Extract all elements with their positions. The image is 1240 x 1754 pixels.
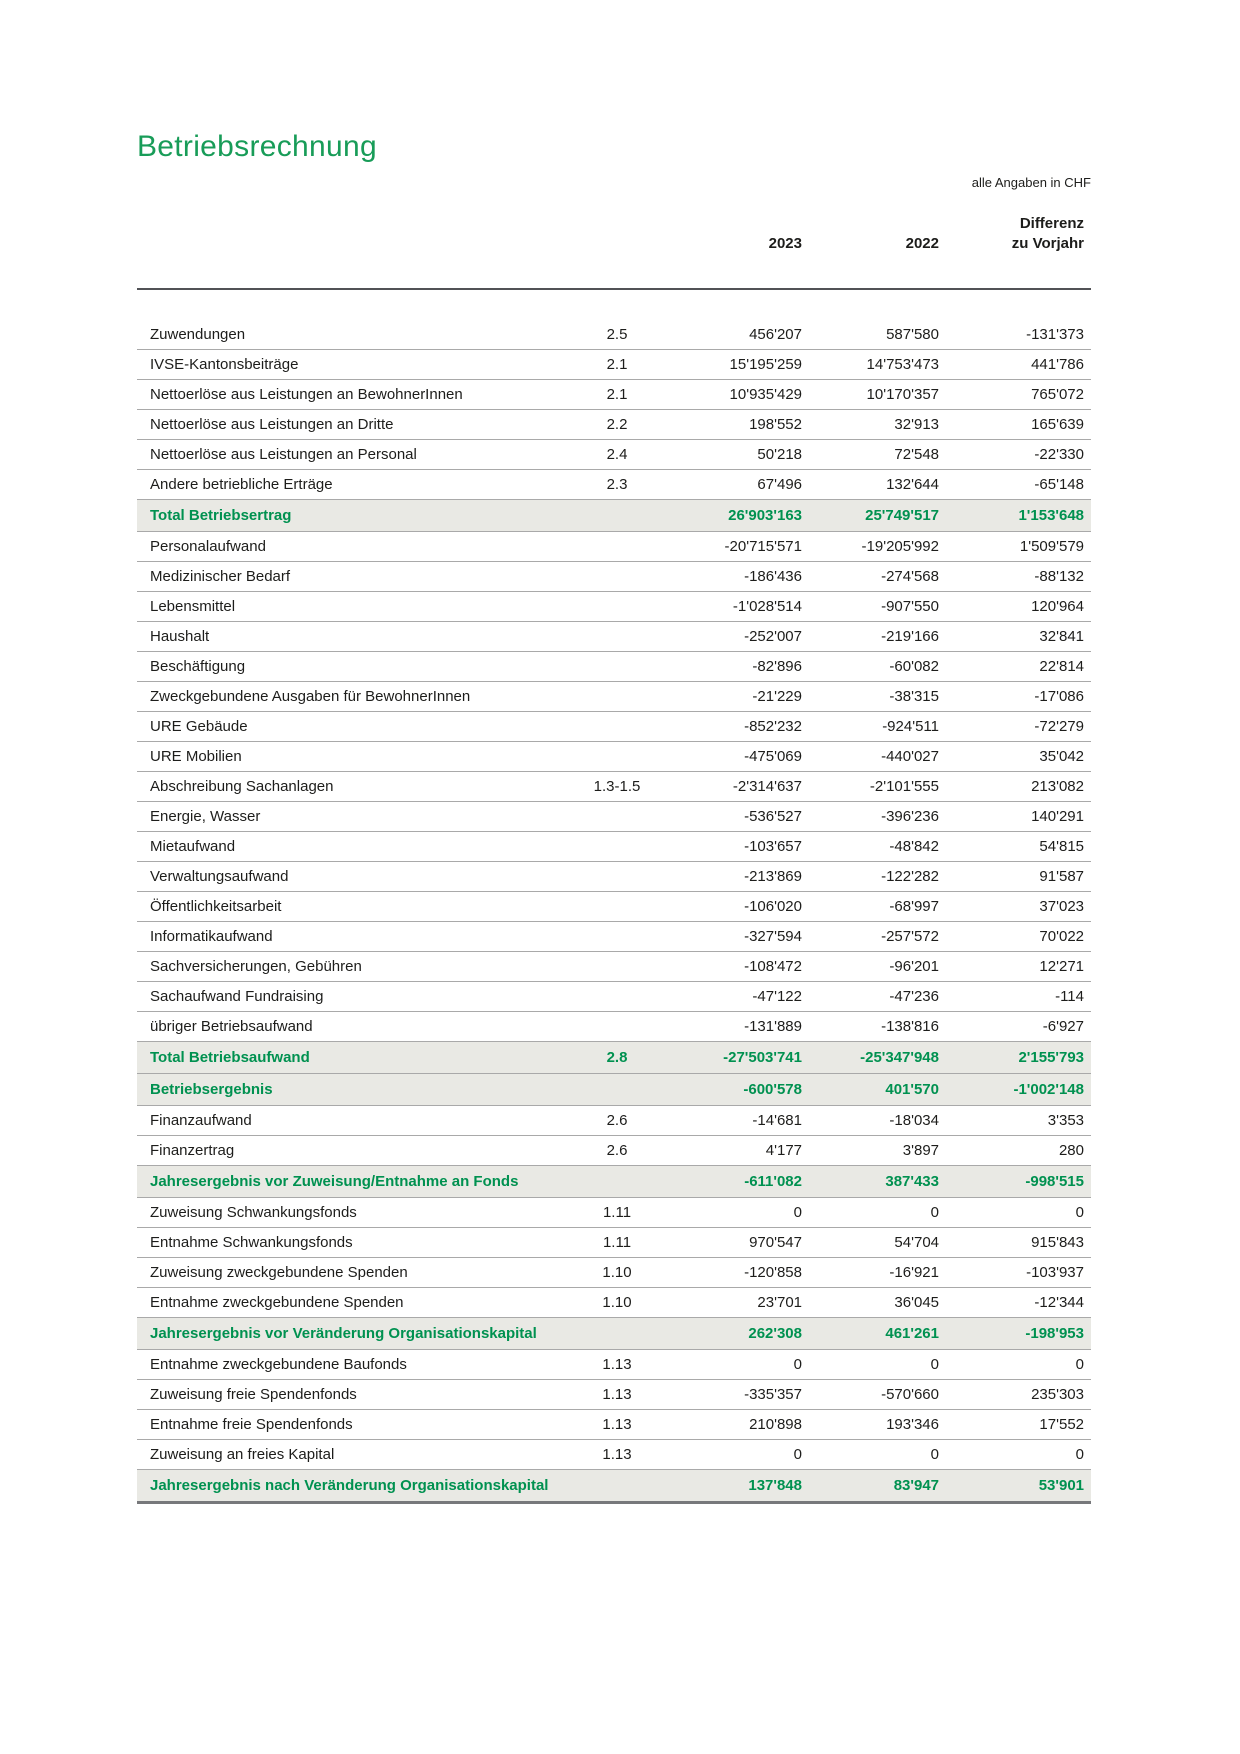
value-2023: -600'578 [743,1080,802,1098]
row-label: übriger Betriebsaufwand [150,1017,313,1035]
value-2023: -21'229 [752,687,802,705]
value-2022: -219'166 [881,627,939,645]
total-row [137,1470,1091,1501]
row-label: Finanzaufwand [150,1111,252,1129]
row-label: Haushalt [150,627,210,645]
units-note: alle Angaben in CHF [971,175,1091,190]
table-row [137,1410,1091,1440]
row-ref: 2.3 [606,475,628,493]
table-row [137,952,1091,982]
value-diff: 3'353 [1047,1111,1084,1129]
value-2023: -47'122 [752,987,802,1005]
value-diff: 2'155'793 [1018,1048,1084,1066]
value-diff: 441'786 [1031,355,1084,373]
value-2022: 32'913 [894,415,939,433]
value-2022: -924'511 [882,717,939,735]
table-row [137,1350,1091,1380]
value-2023: 0 [793,1355,802,1373]
row-label: Nettoerlöse aus Leistungen an Personal [150,445,417,463]
financial-table [137,214,1091,1504]
row-ref: 1.13 [602,1445,632,1463]
value-diff: -22'330 [1034,445,1084,463]
row-label: Total Betriebsaufwand [150,1048,310,1066]
table-row [137,922,1091,952]
total-row [137,1318,1091,1350]
value-2022: -396'236 [881,807,939,825]
table-row [137,652,1091,682]
row-label: Andere betriebliche Erträge [150,475,333,493]
table-row [137,320,1091,350]
value-2022: 72'548 [894,445,939,463]
row-label: URE Mobilien [150,747,242,765]
value-2022: 0 [930,1203,939,1221]
row-label: Zuwendungen [150,325,246,343]
value-diff: 235'303 [1031,1385,1084,1403]
value-2023: -335'357 [744,1385,802,1403]
row-label: Total Betriebsertrag [150,506,292,524]
table-row [137,410,1091,440]
row-label: Jahresergebnis vor Veränderung Organisationskapital [150,1324,537,1342]
value-diff: -88'132 [1034,567,1084,585]
row-label: Beschäftigung [150,657,246,675]
value-2022: -2'101'555 [869,777,939,795]
row-label: Nettoerlöse aus Leistungen an Dritte [150,415,394,433]
value-2022: -16'921 [889,1263,939,1281]
row-label: Betriebsergebnis [150,1080,273,1098]
row-label: Entnahme zweckgebundene Spenden [150,1293,404,1311]
value-2022: 461'261 [885,1324,939,1342]
row-ref: 1.13 [602,1355,632,1373]
table-row [137,862,1091,892]
value-2022: -257'572 [881,927,939,945]
row-label: Medizinischer Bedarf [150,567,291,585]
row-ref: 1.11 [602,1203,632,1221]
value-2022: -18'034 [889,1111,939,1129]
row-label: Zuweisung zweckgebundene Spenden [150,1263,408,1281]
row-ref: 1.3-1.5 [593,777,641,795]
value-2022: 14'753'473 [866,355,939,373]
value-2023: 970'547 [749,1233,802,1251]
value-2023: -852'232 [744,717,802,735]
row-label: Informatikaufwand [150,927,273,945]
row-label: Abschreibung Sachanlagen [150,777,334,795]
value-2022: -274'568 [881,567,939,585]
row-ref: 2.2 [606,415,628,433]
table-row [137,622,1091,652]
value-2022: -38'315 [889,687,939,705]
value-2022: -122'282 [881,867,939,885]
value-2022: 3'897 [902,1141,939,1159]
value-2023: 456'207 [749,325,802,343]
value-diff: -114 [1055,987,1084,1005]
value-diff: 120'964 [1031,597,1084,615]
table-row [137,1136,1091,1166]
value-diff: -131'373 [1026,325,1084,343]
row-ref: 1.13 [602,1385,632,1403]
value-diff: 765'072 [1031,385,1084,403]
value-diff: 140'291 [1031,807,1084,825]
table-row [137,1288,1091,1318]
value-diff: 165'639 [1031,415,1084,433]
table-row [137,1106,1091,1136]
row-ref: 1.10 [602,1263,632,1281]
value-2022: 36'045 [894,1293,939,1311]
row-label: Energie, Wasser [150,807,261,825]
value-2023: -186'436 [744,567,802,585]
value-2023: 0 [793,1203,802,1221]
value-2023: 137'848 [748,1476,802,1494]
table-top-spacer [137,290,1091,320]
value-2023: -213'869 [744,867,802,885]
value-diff: 70'022 [1039,927,1084,945]
row-label: Zweckgebundene Ausgaben für BewohnerInnen [150,687,471,705]
value-2022: -440'027 [881,747,939,765]
value-2022: 0 [930,1355,939,1373]
row-label: Entnahme Schwankungsfonds [150,1233,353,1251]
col-header-2022: 2022 [905,235,939,252]
row-label: Verwaltungsaufwand [150,867,289,885]
value-2022: 25'749'517 [865,506,939,524]
value-2023: 26'903'163 [728,506,802,524]
total-row [137,1074,1091,1106]
value-diff: 0 [1075,1203,1084,1221]
total-row [137,1042,1091,1074]
value-diff: 53'901 [1038,1476,1084,1494]
row-label: Zuweisung Schwankungsfonds [150,1203,357,1221]
value-diff: -6'927 [1042,1017,1084,1035]
value-2022: -19'205'992 [861,537,939,555]
value-2022: 132'644 [886,475,939,493]
total-row [137,500,1091,532]
value-2023: -536'527 [744,807,802,825]
table-rows [137,320,1091,1501]
value-2022: 0 [930,1445,939,1463]
value-2022: -60'082 [889,657,939,675]
col-header-2023: 2023 [768,235,802,252]
value-2022: -25'347'948 [860,1048,939,1066]
value-2022: 83'947 [893,1476,939,1494]
value-diff: -72'279 [1034,717,1084,735]
table-row [137,832,1091,862]
table-row [137,1012,1091,1042]
value-2023: 198'552 [749,415,802,433]
table-row [137,532,1091,562]
row-label: Lebensmittel [150,597,236,615]
table-row [137,592,1091,622]
row-label: Jahresergebnis vor Zuweisung/Entnahme an Fonds [150,1172,519,1190]
value-diff: -12'344 [1034,1293,1084,1311]
value-diff: 280 [1058,1141,1084,1159]
row-label: Sachversicherungen, Gebühren [150,957,362,975]
value-2022: 401'570 [885,1080,939,1098]
value-2023: -475'069 [744,747,802,765]
row-ref: 1.10 [602,1293,632,1311]
col-header-diff [945,214,1091,254]
value-diff: 37'023 [1039,897,1084,915]
col-header-diff-line1: Differenz [1019,215,1084,232]
row-label: IVSE-Kantonsbeiträge [150,355,299,373]
value-2023: -327'594 [744,927,802,945]
value-2023: 23'701 [757,1293,802,1311]
row-label: Öffentlichkeitsarbeit [150,897,282,915]
table-row [137,802,1091,832]
value-2022: 193'346 [886,1415,939,1433]
value-2023: 4'177 [765,1141,802,1159]
col-header-diff-line2: zu Vorjahr [1011,235,1084,252]
table-header [137,214,1091,254]
row-ref: 2.1 [606,385,628,403]
row-ref: 2.8 [606,1048,628,1066]
row-label: Jahresergebnis nach Veränderung Organisationskapital [150,1476,549,1494]
table-row [137,1258,1091,1288]
table-row [137,380,1091,410]
value-diff: 213'082 [1031,777,1084,795]
row-label: Zuweisung freie Spendenfonds [150,1385,357,1403]
table-row [137,1198,1091,1228]
value-2023: 262'308 [748,1324,802,1342]
value-2023: -106'020 [744,897,802,915]
value-diff: -65'148 [1034,475,1084,493]
table-row [137,682,1091,712]
value-diff: 91'587 [1039,867,1084,885]
value-diff: 22'814 [1039,657,1084,675]
value-2023: -131'889 [744,1017,802,1035]
value-diff: 54'815 [1039,837,1084,855]
value-2023: -611'082 [744,1172,802,1190]
value-diff: -17'086 [1034,687,1084,705]
value-2022: 387'433 [885,1172,939,1190]
value-diff: 17'552 [1039,1415,1084,1433]
row-label: Sachaufwand Fundraising [150,987,324,1005]
row-label: Entnahme zweckgebundene Baufonds [150,1355,407,1373]
value-2022: -47'236 [889,987,939,1005]
value-2023: 50'218 [757,445,802,463]
row-ref: 2.6 [606,1111,628,1129]
value-2022: 10'170'357 [866,385,939,403]
row-ref: 2.1 [606,355,628,373]
table-row [137,712,1091,742]
table-row [137,1228,1091,1258]
table-row [137,1380,1091,1410]
row-label: Entnahme freie Spendenfonds [150,1415,353,1433]
value-2023: 10'935'429 [729,385,802,403]
value-2023: -20'715'571 [724,537,802,555]
value-2022: -907'550 [881,597,939,615]
value-2023: -120'858 [744,1263,802,1281]
value-diff: -998'515 [1025,1172,1084,1190]
value-2023: 15'195'259 [729,355,802,373]
table-end-rule [137,1501,1091,1504]
value-2023: -82'896 [752,657,802,675]
value-diff: -1'002'148 [1013,1080,1084,1098]
total-row [137,1166,1091,1198]
value-2022: 587'580 [886,325,939,343]
row-ref: 2.5 [606,325,628,343]
value-2023: 67'496 [757,475,802,493]
table-row [137,1440,1091,1470]
value-2023: -103'657 [744,837,802,855]
value-diff: 32'841 [1039,627,1084,645]
row-label: Personalaufwand [150,537,266,555]
value-diff: 12'271 [1039,957,1084,975]
row-label: Finanzertrag [150,1141,235,1159]
value-diff: 1'153'648 [1018,506,1084,524]
value-diff: 1'509'579 [1019,537,1084,555]
table-row [137,892,1091,922]
row-label: Nettoerlöse aus Leistungen an BewohnerInnen [150,385,463,403]
value-diff: 0 [1075,1445,1084,1463]
value-2022: 54'704 [894,1233,939,1251]
table-row [137,562,1091,592]
table-row [137,982,1091,1012]
value-diff: 35'042 [1039,747,1084,765]
table-row [137,772,1091,802]
table-row [137,440,1091,470]
value-diff: 915'843 [1031,1233,1084,1251]
value-2023: -108'472 [744,957,802,975]
row-ref: 1.13 [602,1415,632,1433]
row-label: URE Gebäude [150,717,248,735]
page-title: Betriebsrechnung [137,130,377,163]
value-2023: -1'028'514 [732,597,802,615]
row-label: Mietaufwand [150,837,236,855]
value-2023: 210'898 [749,1415,802,1433]
table-row [137,470,1091,500]
value-diff: -198'953 [1025,1324,1084,1342]
value-2023: 0 [793,1445,802,1463]
value-diff: -103'937 [1026,1263,1084,1281]
value-2023: -2'314'637 [732,777,802,795]
table-row [137,350,1091,380]
value-2023: -27'503'741 [723,1048,802,1066]
row-ref: 1.11 [602,1233,632,1251]
row-label: Zuweisung an freies Kapital [150,1445,335,1463]
row-ref: 2.4 [606,445,628,463]
table-row [137,742,1091,772]
value-2023: -14'681 [752,1111,802,1129]
value-2023: -252'007 [744,627,802,645]
value-2022: -68'997 [889,897,939,915]
value-2022: -138'816 [881,1017,939,1035]
value-diff: 0 [1075,1355,1084,1373]
value-2022: -570'660 [881,1385,939,1403]
value-2022: -96'201 [889,957,939,975]
row-ref: 2.6 [606,1141,628,1159]
value-2022: -48'842 [889,837,939,855]
